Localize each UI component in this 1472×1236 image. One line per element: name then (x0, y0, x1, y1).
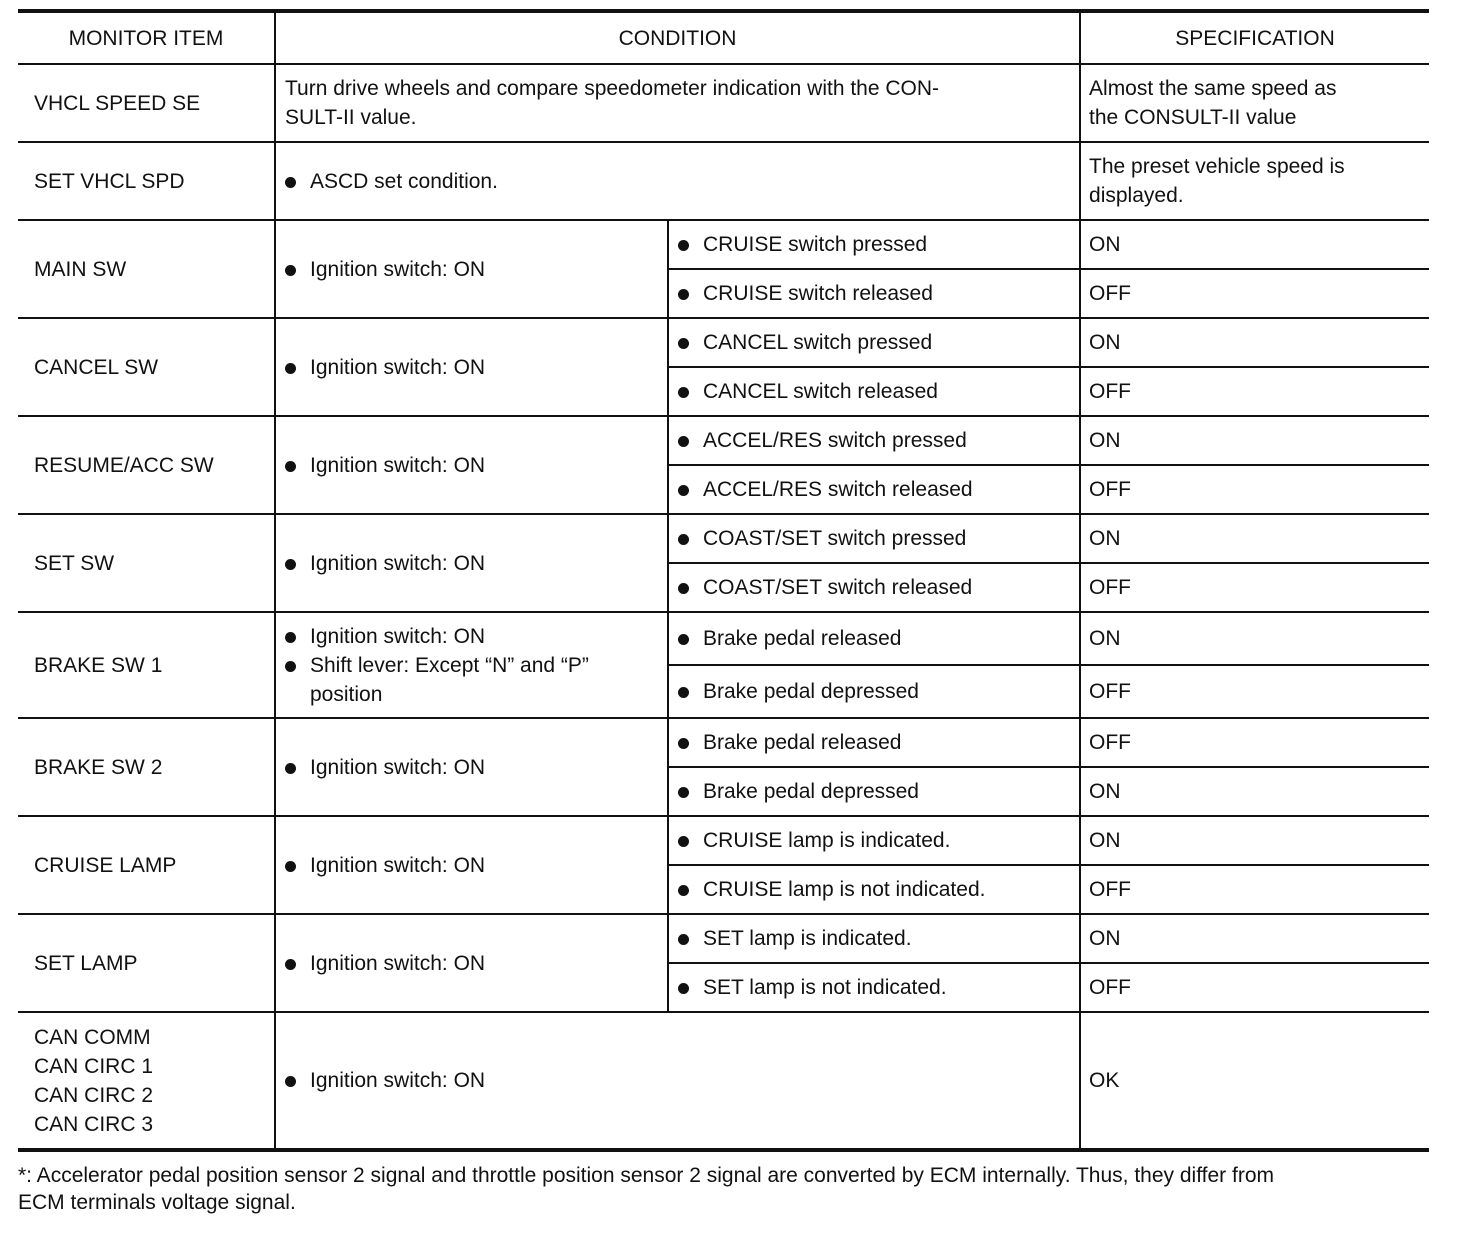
condition-line: SULT-II value. (285, 106, 417, 129)
table-row (18, 318, 1429, 367)
table-row (18, 1012, 1429, 1150)
bullet-icon (285, 661, 296, 672)
sub-condition-text: COAST/SET switch released (703, 576, 973, 599)
bullet-icon (678, 934, 689, 945)
bullet-icon (285, 763, 296, 774)
footnote-line: ECM terminals voltage signal. (18, 1191, 296, 1214)
condition-line: position (310, 682, 383, 706)
sub-condition-cell (668, 269, 1080, 318)
condition-cell (275, 914, 668, 1012)
spec-line: the CONSULT-II value (1089, 106, 1297, 129)
condition-line: Shift lever: Except “N” and “P” (310, 653, 589, 677)
condition-cell (275, 318, 668, 416)
specification-cell: ON (1080, 816, 1429, 865)
sub-condition-text: CANCEL switch released (703, 380, 938, 403)
bullet-icon (678, 289, 689, 300)
bullet-icon (678, 436, 689, 447)
monitor-item-line: CAN CIRC 1 (34, 1054, 154, 1078)
sub-condition-text: CANCEL switch pressed (703, 331, 933, 354)
sub-condition-cell (668, 563, 1080, 612)
sub-condition-cell (668, 220, 1080, 269)
sub-condition-cell (668, 318, 1080, 367)
table-row (18, 64, 1429, 142)
table-row (18, 142, 1429, 220)
footnote (18, 1162, 1436, 1216)
bullet-icon (285, 861, 296, 872)
condition-cell (275, 220, 668, 318)
condition-cell (275, 64, 1080, 142)
specification-cell: ON (1080, 318, 1429, 367)
monitor-item-cell: VHCL SPEED SE (18, 64, 275, 142)
bullet-icon (678, 338, 689, 349)
monitor-item-cell: MAIN SW (18, 220, 275, 318)
bullet-icon (285, 461, 296, 472)
specification-cell: ON (1080, 914, 1429, 963)
bullet-icon (678, 583, 689, 594)
table-row (18, 816, 1429, 865)
bullet-icon (678, 634, 689, 645)
sub-condition-text: Brake pedal released (703, 627, 902, 650)
sub-condition-text: CRUISE switch released (703, 282, 933, 305)
table-header-row (18, 11, 1429, 64)
condition-text: Ignition switch: ON (310, 355, 486, 379)
specification-cell: OFF (1080, 563, 1429, 612)
condition-text (310, 651, 657, 709)
monitor-item-cell (18, 1012, 275, 1150)
condition-line: Turn drive wheels and compare speedometer indication with the CON- (285, 77, 940, 100)
table-row (18, 914, 1429, 963)
specification-cell: OFF (1080, 865, 1429, 914)
specification-cell (1080, 64, 1429, 142)
table-row (18, 514, 1429, 563)
sub-condition-text: SET lamp is indicated. (703, 927, 912, 950)
monitor-item-cell: SET LAMP (18, 914, 275, 1012)
bullet-icon (285, 559, 296, 570)
sub-condition-cell (668, 718, 1080, 767)
condition-cell (275, 142, 1080, 220)
bullet-icon (678, 387, 689, 398)
sub-condition-cell (668, 963, 1080, 1012)
condition-text: Ignition switch: ON (310, 551, 486, 575)
bullet-icon (285, 177, 296, 188)
header-condition: CONDITION (275, 11, 1080, 64)
condition-text: Ignition switch: ON (310, 853, 486, 877)
bullet-icon (285, 1076, 296, 1087)
specification-cell (1080, 142, 1429, 220)
condition-text: Ignition switch: ON (310, 624, 486, 648)
condition-cell (275, 416, 668, 514)
sub-condition-text: CRUISE switch pressed (703, 233, 928, 256)
bullet-icon (678, 738, 689, 749)
spec-line: The preset vehicle speed is (1089, 155, 1345, 178)
bullet-icon (678, 485, 689, 496)
bullet-icon (285, 363, 296, 374)
sub-condition-text: Brake pedal depressed (703, 680, 919, 703)
condition-cell (275, 718, 668, 816)
condition-text: Ignition switch: ON (310, 755, 486, 779)
monitor-item-cell: CANCEL SW (18, 318, 275, 416)
header-monitor-item: MONITOR ITEM (18, 11, 275, 64)
specification-cell: OFF (1080, 665, 1429, 718)
bullet-icon (285, 959, 296, 970)
bullet-icon (285, 265, 296, 276)
specification-cell: OFF (1080, 963, 1429, 1012)
monitor-item-cell: BRAKE SW 1 (18, 612, 275, 718)
sub-condition-text: COAST/SET switch pressed (703, 527, 967, 550)
bullet-icon (678, 983, 689, 994)
condition-text: Ignition switch: ON (310, 257, 486, 281)
specification-cell: OFF (1080, 269, 1429, 318)
specification-cell: OFF (1080, 367, 1429, 416)
table-row (18, 718, 1429, 767)
monitor-item-line: CAN COMM (34, 1025, 151, 1049)
specification-cell: OFF (1080, 718, 1429, 767)
monitor-item-cell: SET VHCL SPD (18, 142, 275, 220)
sub-condition-text: CRUISE lamp is indicated. (703, 829, 951, 852)
sub-condition-cell (668, 612, 1080, 665)
sub-condition-text: ACCEL/RES switch released (703, 478, 973, 501)
bullet-icon (678, 240, 689, 251)
specification-cell: OK (1080, 1012, 1429, 1150)
table-row (18, 220, 1429, 269)
bullet-icon (678, 836, 689, 847)
condition-text: ASCD set condition. (310, 169, 498, 193)
condition-cell (275, 514, 668, 612)
condition-text: Ignition switch: ON (310, 453, 486, 477)
sub-condition-text: ACCEL/RES switch pressed (703, 429, 967, 452)
sub-condition-cell (668, 865, 1080, 914)
condition-text: Ignition switch: ON (310, 951, 486, 975)
condition-cell (275, 1012, 1080, 1150)
specification-cell: ON (1080, 514, 1429, 563)
specification-cell: ON (1080, 612, 1429, 665)
condition-cell (275, 612, 668, 718)
sub-condition-cell (668, 816, 1080, 865)
sub-condition-text: Brake pedal released (703, 731, 902, 754)
specification-cell: OFF (1080, 465, 1429, 514)
condition-text: Ignition switch: ON (310, 1069, 486, 1092)
spec-line: displayed. (1089, 184, 1184, 207)
monitor-item-cell: BRAKE SW 2 (18, 718, 275, 816)
monitor-item-cell: RESUME/ACC SW (18, 416, 275, 514)
sub-condition-cell (668, 465, 1080, 514)
monitor-item-line: CAN CIRC 3 (34, 1112, 154, 1136)
monitor-item-cell: CRUISE LAMP (18, 816, 275, 914)
sub-condition-cell (668, 367, 1080, 416)
footnote-line: *: Accelerator pedal position sensor 2 signal and throttle position sensor 2 signal are converted by ECM internally. Thus, they differ from (18, 1164, 1275, 1187)
bullet-icon (678, 534, 689, 545)
bullet-icon (285, 632, 296, 643)
sub-condition-cell (668, 514, 1080, 563)
sub-condition-text: SET lamp is not indicated. (703, 976, 947, 999)
monitor-spec-table (18, 9, 1429, 1152)
specification-cell: ON (1080, 767, 1429, 816)
monitor-item-line: CAN CIRC 2 (34, 1083, 154, 1107)
bullet-icon (678, 787, 689, 798)
sub-condition-cell (668, 767, 1080, 816)
spec-line: Almost the same speed as (1089, 77, 1337, 100)
sub-condition-cell (668, 914, 1080, 963)
specification-cell: ON (1080, 220, 1429, 269)
bullet-icon (678, 885, 689, 896)
sub-condition-cell (668, 665, 1080, 718)
sub-condition-cell (668, 416, 1080, 465)
header-specification: SPECIFICATION (1080, 11, 1429, 64)
bullet-icon (678, 687, 689, 698)
table-row (18, 416, 1429, 465)
monitor-item-cell: SET SW (18, 514, 275, 612)
sub-condition-text: CRUISE lamp is not indicated. (703, 878, 986, 901)
table-row (18, 612, 1429, 665)
specification-cell: ON (1080, 416, 1429, 465)
condition-cell (275, 816, 668, 914)
sub-condition-text: Brake pedal depressed (703, 780, 919, 803)
